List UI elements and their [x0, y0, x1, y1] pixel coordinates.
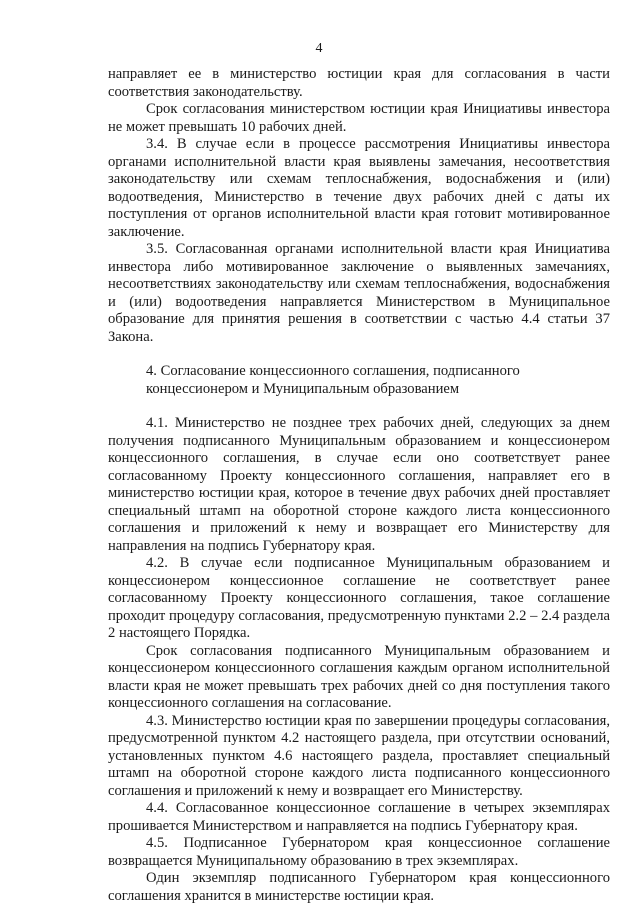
- page-number: 4: [315, 41, 323, 56]
- paragraph-4-1: 4.1. Министерство не позднее трех рабочих дней, следующих за днем получения подписанного Муниципальным образованием и концессионером концессионного соглашения, в случае если оно соответствует ранее согласованному Проекту концессионного соглашения, направляет его в министерство юстиции края, которое в течение двух рабочих дней проставляет специальный штамп на оборотной стороне каждого листа концессионного соглашения и приложений к нему и возвращает его Министерству для направления на подпись Губернатору края.: [108, 415, 610, 554]
- paragraph-approval-deadline: Срок согласования подписанного Муниципальным образованием и концессионером концессионного соглашения каждым органом исполнительной власти края не может превышать трех рабочих дней со дня поступления такого концессионного соглашения на согласование.: [108, 642, 610, 711]
- paragraph-3-4: 3.4. В случае если в процессе рассмотрения Инициативы инвестора органами исполнительной власти края выявлены замечания, несоответствия законодательству или схемам теплоснабжения, водоснабжения и (или) водоотведения, Министерство в течение двух рабочих дней с даты их поступления от органов исполнительной власти края готовит мотивированное заключение.: [108, 136, 610, 240]
- section-heading-4: 4. Согласование концессионного соглашения, подписанного концессионером и Муниципальным образованием: [146, 363, 520, 397]
- paragraph-3-5: 3.5. Согласованная органами исполнительной власти края Инициатива инвестора либо мотивированное заключение о выявленных замечаниях, несоответствиях законодательству или схемам теплоснабжения, водоснабжения и (или) водоотведения направляется Министерством в Муниципальное образование для принятия решения в соответствии с частью 4.4 статьи 37 Закона.: [108, 241, 610, 345]
- paragraph-4-2: 4.2. В случае если подписанное Муниципальным образованием и концессионером концессионное соглашение не соответствует ранее согласованному Проекту концессионного соглашения, такое соглашение проходит процедуру согласования, предусмотренную пунктами 2.2 – 2.4 раздела 2 настоящего Порядка.: [108, 555, 610, 641]
- paragraph-4-3: 4.3. Министерство юстиции края по завершении процедуры согласования, предусмотренной пунктом 4.2 настоящего раздела, при отсутствии оснований, установленных пунктом 4.6 настоящего раздела, проставляет специальный штамп на оборотной стороне каждого листа подписанного концессионного соглашения и приложений к нему и возвращает его Министерству.: [108, 712, 610, 799]
- paragraph-continuation: направляет ее в министерство юстиции края для согласования в части соответствия законодательству.: [108, 66, 610, 100]
- paragraph-4-4: 4.4. Согласованное концессионное соглашение в четырех экземплярах прошивается Министерством и направляется на подпись Губернатору края.: [108, 800, 610, 834]
- paragraph-review-deadline: Срок согласования министерством юстиции края Инициативы инвестора не может превышать 10 рабочих дней.: [108, 101, 610, 135]
- paragraph-4-5: 4.5. Подписанное Губернатором края концессионное соглашение возвращается Муниципальному образованию в трех экземплярах.: [108, 835, 610, 869]
- document-body: [108, 66, 610, 905]
- paragraph-copy-storage: Один экземпляр подписанного Губернатором края концессионного соглашения хранится в министерстве юстиции края.: [108, 870, 610, 904]
